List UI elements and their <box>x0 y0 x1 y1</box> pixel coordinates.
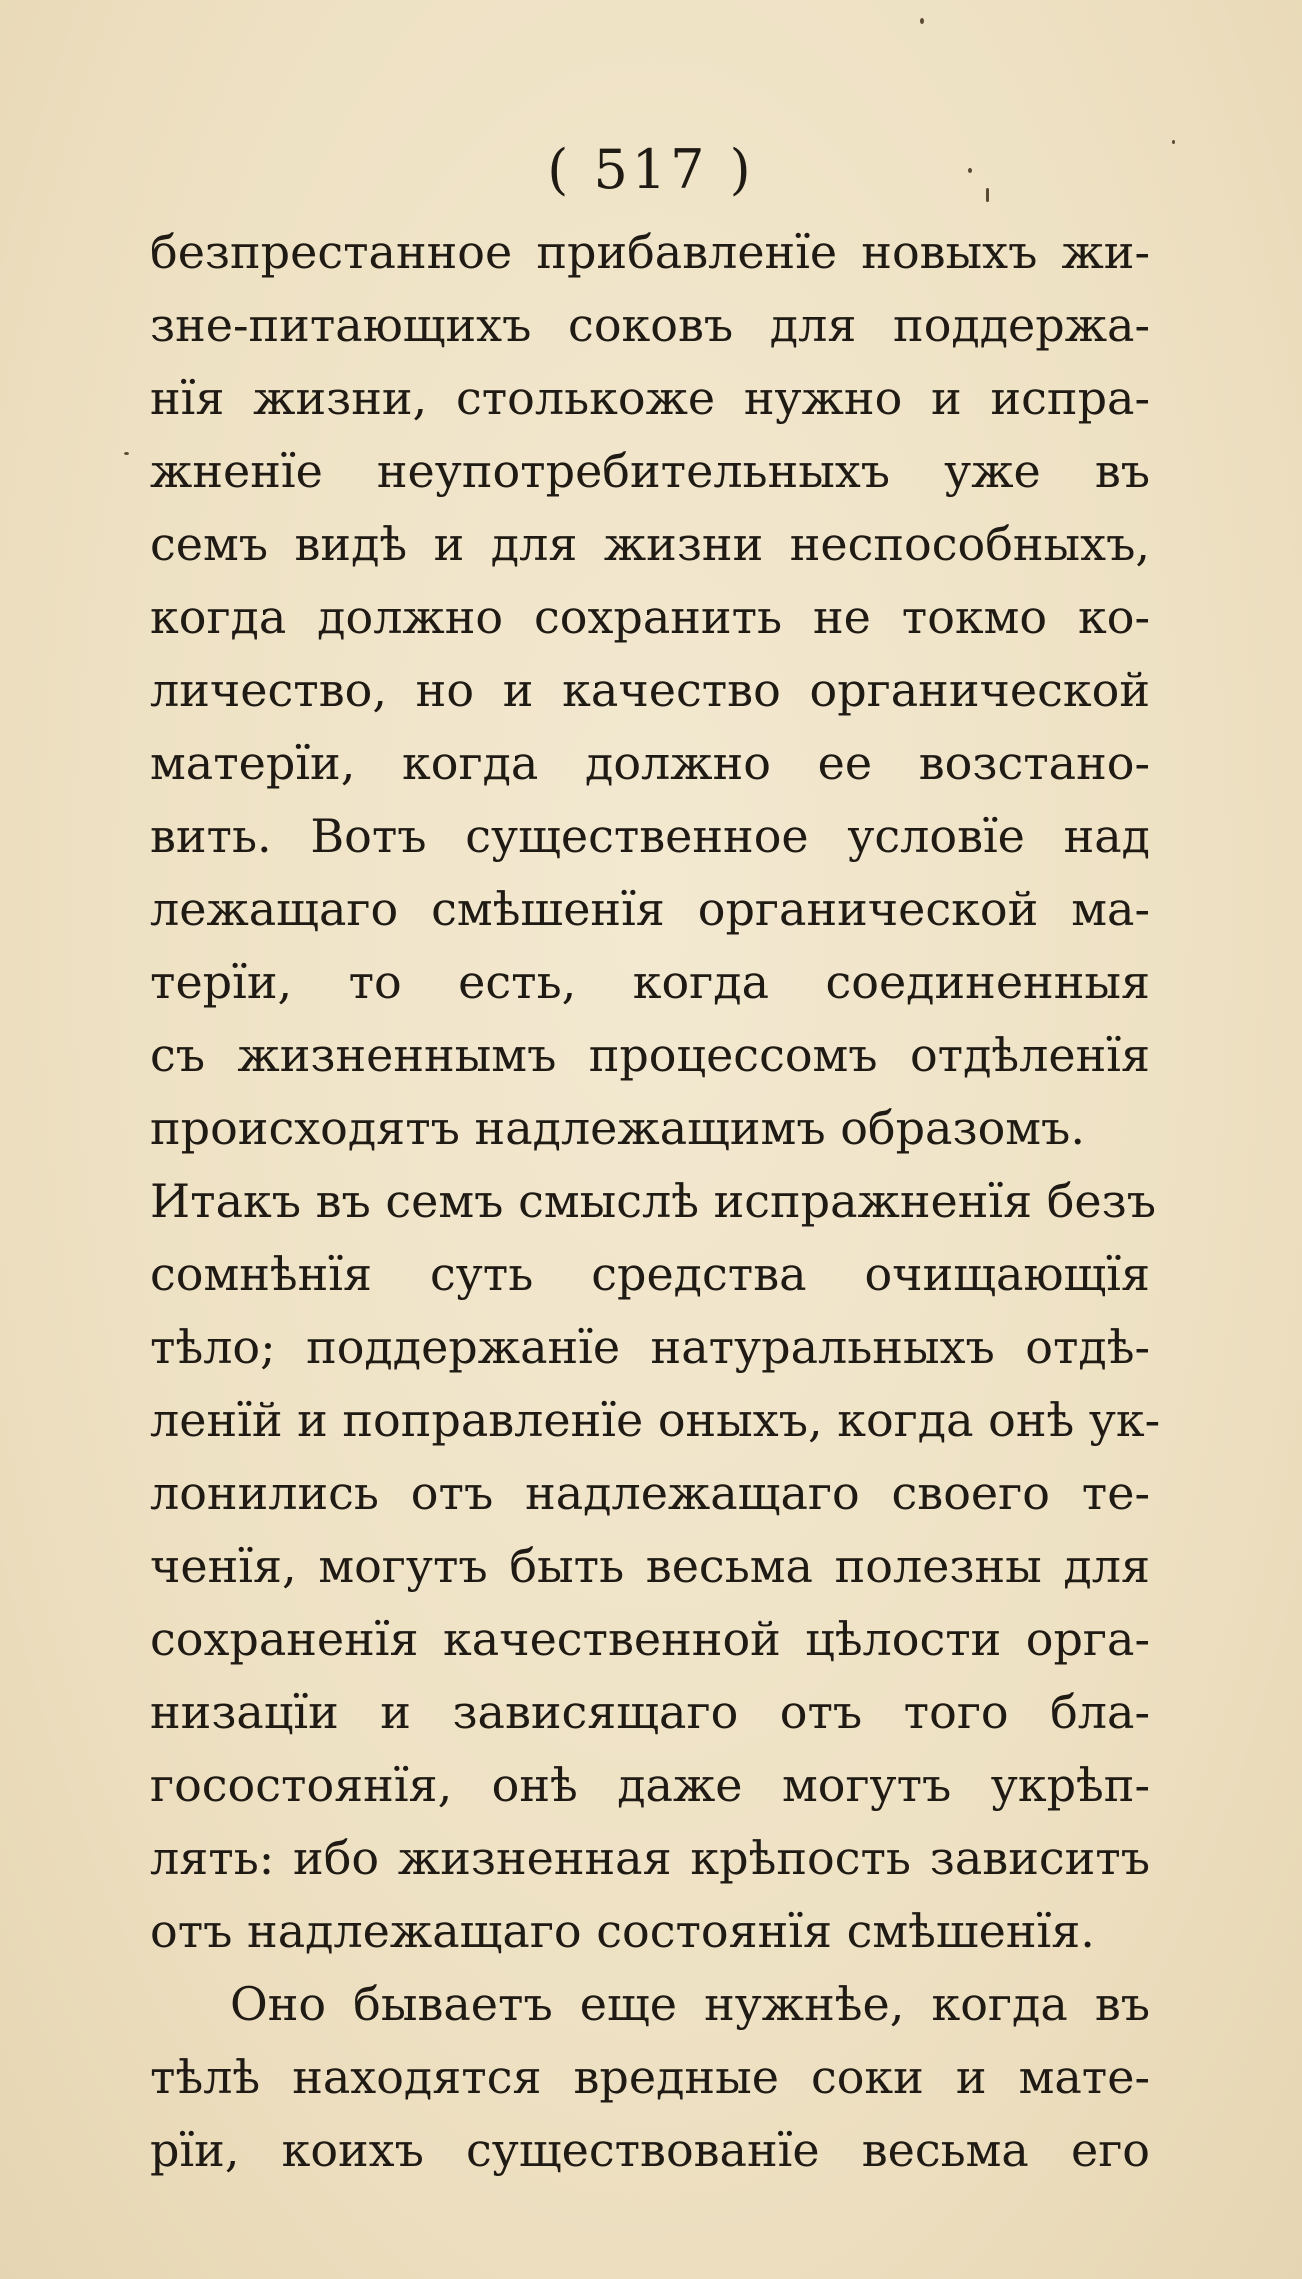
text-line: Итакъ въ семъ смыслѣ испражненїя безъ <box>150 1174 1157 1228</box>
text-line: госостоянїя, онѣ даже могутъ укрѣп- <box>150 1758 1150 1812</box>
text-line: личество, но и качество органической <box>150 663 1150 717</box>
paper-speck <box>968 168 972 173</box>
text-line: нїя жизни, столькоже нужно и испра- <box>150 371 1150 425</box>
text-line: Оно бываетъ еще нужнѣе, когда въ <box>230 1977 1150 2031</box>
paper-speck <box>124 452 129 455</box>
paper-speck <box>986 188 989 202</box>
text-line: тѣлѣ находятся вредные соки и мате- <box>150 2050 1150 2104</box>
page-number: ( 517 ) <box>547 138 755 201</box>
paper-speck <box>920 18 924 24</box>
text-line: съ жизненнымъ процессомъ отдѣленїя <box>150 1028 1150 1082</box>
text-line: лонились отъ надлежащаго своего те- <box>150 1466 1150 1520</box>
text-line: низацїи и зависящаго отъ того бла- <box>150 1685 1150 1739</box>
text-line: матерїи, когда должно ее возстано- <box>150 736 1150 790</box>
text-line: безпрестанное прибавленїе новыхъ жи- <box>150 225 1150 279</box>
text-line: тѣло; поддержанїе натуральныхъ отдѣ- <box>150 1320 1150 1374</box>
text-line: ленїй и поправленїе оныхъ, когда онѣ ук- <box>150 1393 1161 1447</box>
text-line: ченїя, могутъ быть весьма полезны для <box>150 1539 1150 1593</box>
text-line: рїи, коихъ существованїе весьма его <box>150 2123 1150 2177</box>
text-line: сомнѣнїя суть средства очищающїя <box>150 1247 1150 1301</box>
text-line: лять: ибо жизненная крѣпость зависитъ <box>150 1831 1150 1885</box>
text-line: жненїе неупотребительныхъ уже въ <box>150 444 1150 498</box>
text-line: когда должно сохранить не токмо ко- <box>150 590 1150 644</box>
text-line: происходятъ надлежащимъ образомъ. <box>150 1101 1085 1155</box>
text-line: лежащаго смѣшенїя органической ма- <box>150 882 1150 936</box>
text-line: вить. Вотъ существенное условїе над <box>150 809 1150 863</box>
paper-speck <box>1172 140 1175 144</box>
text-line: терїи, то есть, когда соединенныя <box>150 955 1150 1009</box>
text-line: сохраненїя качественной цѣлости орга- <box>150 1612 1150 1666</box>
text-line: семъ видѣ и для жизни неспособныхъ, <box>150 517 1150 571</box>
text-line: отъ надлежащаго состоянїя смѣшенїя. <box>150 1904 1095 1958</box>
text-line: зне-питающихъ соковъ для поддержа- <box>150 298 1150 352</box>
